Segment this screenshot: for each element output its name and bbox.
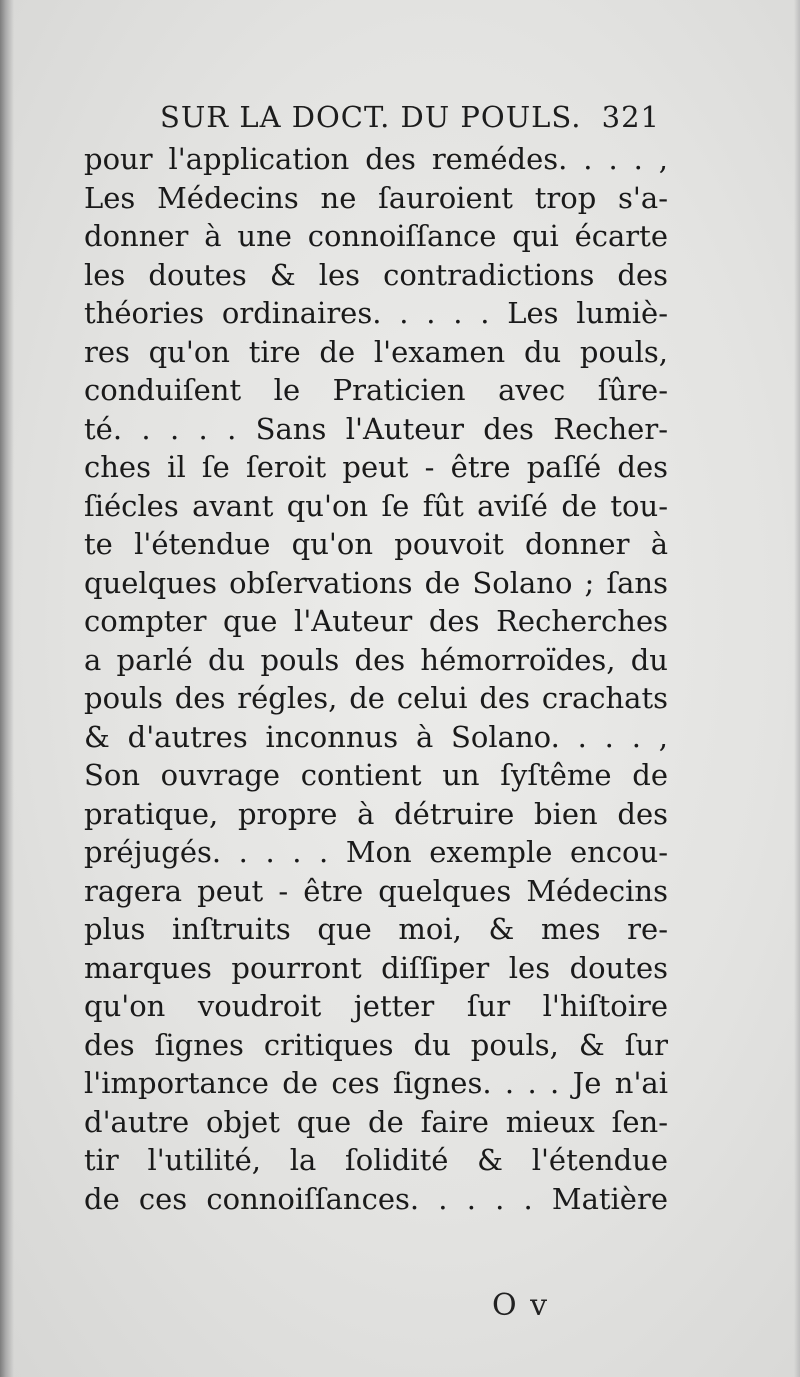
text-line: d'autre objet que de faire mieux ſen- xyxy=(84,1104,668,1139)
text-line: tir l'utilité, la ſolidité & l'étendue xyxy=(84,1143,668,1177)
text-line: Les Médecins ne ſauroient trop s'a- xyxy=(84,180,668,215)
running-head xyxy=(160,100,660,134)
text-line: compter que l'Auteur des Recherches xyxy=(84,604,668,638)
text-line: l'importance de ces ſignes. . . . Je n'ai xyxy=(84,1066,668,1100)
text-line: marques pourront diſſiper les doutes xyxy=(84,950,668,985)
text-line: a parlé du pouls des hémorroïdes, du xyxy=(84,642,668,677)
text-line: les doutes & les contradictions des xyxy=(84,257,668,292)
text-line: conduiſent le Praticien avec ſûre- xyxy=(84,373,668,407)
text-line: théories ordinaires. . . . . Les lumiè- xyxy=(84,296,668,330)
text-line: pratique, propre à détruire bien des xyxy=(84,796,668,831)
text-line: quelques obſervations de Solano ; ſans xyxy=(84,565,668,600)
text-line: té. . . . . Sans l'Auteur des Recher- xyxy=(84,411,668,446)
text-line: plus inſtruits que moi, & mes re- xyxy=(84,912,668,946)
page-edge xyxy=(794,0,800,1377)
text-line: préjugés. . . . . Mon exemple encou- xyxy=(84,835,668,869)
running-head-title: SUR LA DOCT. DU POULS. xyxy=(160,100,582,134)
gutter-shadow xyxy=(0,0,14,1377)
page-number: 321 xyxy=(601,100,660,134)
body-text xyxy=(84,140,668,1218)
text-line: de ces connoiſſances. . . . . Matière xyxy=(84,1181,668,1216)
text-line: ragera peut - être quelques Médecins xyxy=(84,873,668,908)
text-line: pouls des régles, de celui des crachats xyxy=(84,681,668,715)
text-line: te l'étendue qu'on pouvoit donner à xyxy=(84,527,668,561)
signature-mark: O v xyxy=(492,1288,550,1323)
text-line: donner à une connoiſſance qui écarte xyxy=(84,219,668,253)
text-line: Son ouvrage contient un ſyſtême de xyxy=(84,758,668,792)
text-line: res qu'on tire de l'examen du pouls, xyxy=(84,334,668,369)
text-line: & d'autres inconnus à Solano. . . . , xyxy=(84,719,668,754)
text-line: ches il ſe ſeroit peut - être paſſé des xyxy=(84,450,668,484)
text-line: qu'on voudroit jetter ſur l'hiſtoire xyxy=(84,989,668,1023)
text-line: pour l'application des remédes. . . . , xyxy=(84,142,668,176)
text-line: ſiécles avant qu'on ſe fût aviſé de tou- xyxy=(84,488,668,523)
text-line: des ſignes critiques du pouls, & ſur xyxy=(84,1027,668,1062)
